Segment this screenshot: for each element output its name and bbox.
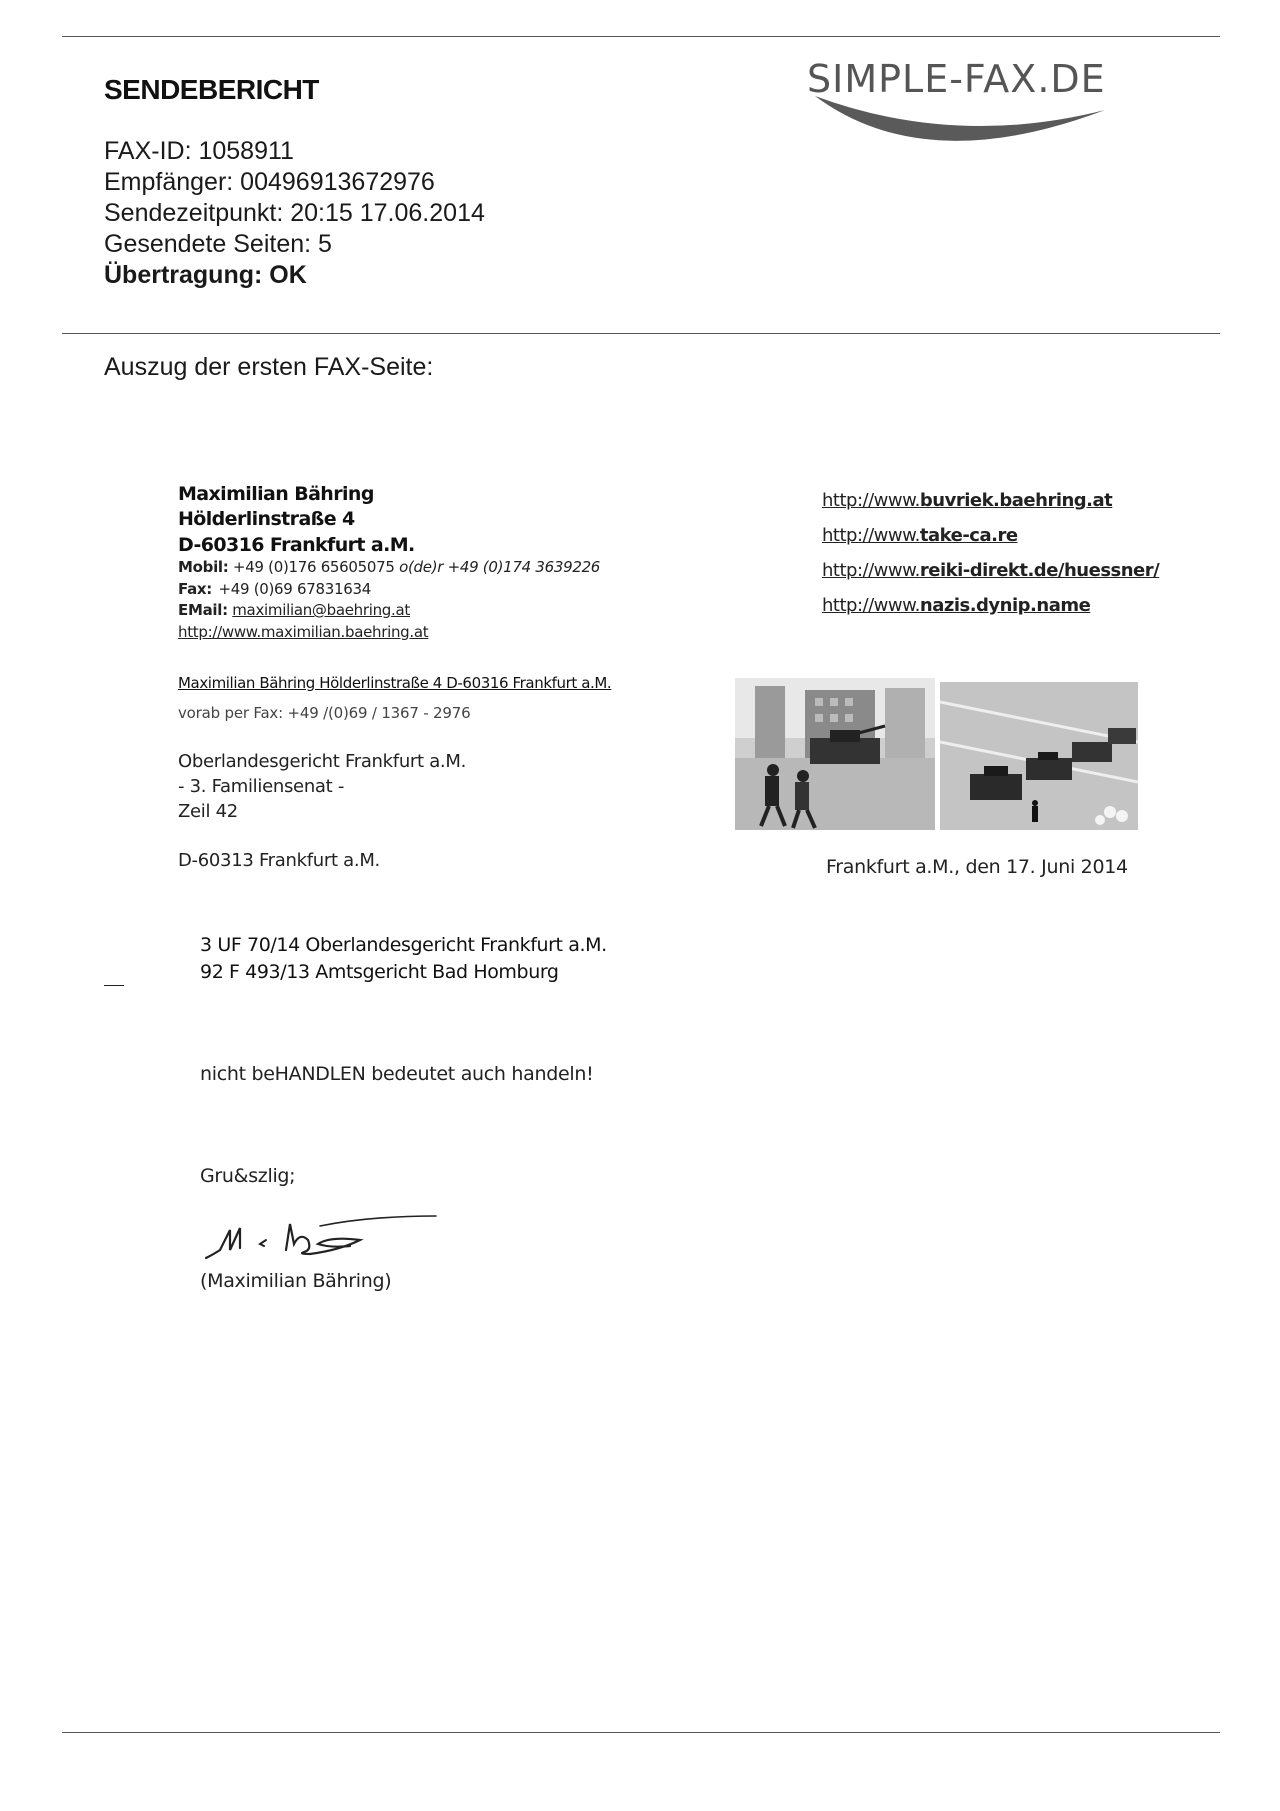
recipient-street: Zeil 42 xyxy=(178,801,238,822)
link-nazis-dynip[interactable] xyxy=(822,595,1090,616)
reference-ag: 92 F 493/13 Amtsgericht Bad Homburg xyxy=(200,961,559,983)
sender-name: Maximilian Bähring xyxy=(178,483,374,505)
recipient-court: Oberlandesgericht Frankfurt a.M. xyxy=(178,751,467,772)
recipient-city: D-60313 Frankfurt a.M. xyxy=(178,850,380,871)
recipient-senate: - 3. Familiensenat - xyxy=(178,776,345,797)
sender-email xyxy=(178,600,410,621)
mobil-label: Mobil: xyxy=(178,558,229,576)
logo-text: SIMPLE-FAX.DE xyxy=(807,58,1106,101)
letter-date: Frankfurt a.M., den 17. Juni 2014 xyxy=(826,856,1128,878)
link-buvriek[interactable] xyxy=(822,490,1112,511)
middle-rule xyxy=(62,333,1220,334)
link-prefix: http://www. xyxy=(822,560,920,581)
sender-mobil xyxy=(178,557,600,578)
reference-olg: 3 UF 70/14 Oberlandesgericht Frankfurt a.M. xyxy=(200,934,607,956)
fax-transmission-status: Übertragung: OK xyxy=(104,261,307,289)
mobil-alt: o(de)r +49 (0)174 3639226 xyxy=(399,558,601,576)
sender-street: Hölderlinstraße 4 xyxy=(178,508,355,530)
link-take-care[interactable] xyxy=(822,525,1018,546)
link-domain: nazis.dynip.name xyxy=(919,595,1091,616)
excerpt-title: Auszug der ersten FAX-Seite: xyxy=(104,353,434,381)
letter-greeting: Gru&szlig; xyxy=(200,1165,296,1187)
link-prefix: http://www. xyxy=(822,525,920,546)
fax-send-time: Sendezeitpunkt: 20:15 17.06.2014 xyxy=(104,199,485,227)
link-reiki-direkt[interactable] xyxy=(822,560,1159,581)
top-rule xyxy=(62,36,1220,37)
mobil-value: +49 (0)176 65605075 xyxy=(232,558,395,576)
fax-label: Fax: xyxy=(178,580,212,598)
fax-recipient: Empfänger: 00496913672976 xyxy=(104,168,435,196)
sender-fax xyxy=(178,579,371,600)
link-prefix: http://www. xyxy=(822,595,920,616)
simple-fax-logo xyxy=(805,58,1205,158)
fax-id: FAX-ID: 1058911 xyxy=(104,137,294,165)
report-title: SENDEBERICHT xyxy=(104,74,319,105)
link-domain: reiki-direkt.de/huessner/ xyxy=(919,560,1160,581)
photo-berlin-1953 xyxy=(735,678,935,830)
letter-body: nicht beHANDLEN bedeutet auch handeln! xyxy=(200,1063,594,1085)
vorab-fax: vorab per Fax: +49 /(0)69 / 1367 - 2976 xyxy=(178,704,471,722)
fold-mark xyxy=(104,985,124,986)
link-prefix: http://www. xyxy=(822,490,920,511)
return-address: Maximilian Bähring Hölderlinstraße 4 D-60316 Frankfurt a.M. xyxy=(178,674,612,692)
logo-swoosh xyxy=(815,96,1105,141)
fax-pages-sent: Gesendete Seiten: 5 xyxy=(104,230,332,258)
email-link[interactable]: maximilian@baehring.at xyxy=(232,601,410,619)
sender-website-link[interactable]: http://www.maximilian.baehring.at xyxy=(178,623,429,641)
bottom-rule xyxy=(62,1732,1220,1733)
photo-tiananmen-1989 xyxy=(940,682,1138,830)
fax-value: +49 (0)69 67831634 xyxy=(218,580,371,598)
link-domain: take-ca.re xyxy=(919,525,1018,546)
sender-city: D-60316 Frankfurt a.M. xyxy=(178,534,415,556)
email-label: EMail: xyxy=(178,601,228,619)
link-domain: buvriek.baehring.at xyxy=(919,490,1113,511)
signature-name: (Maximilian Bähring) xyxy=(200,1270,392,1292)
